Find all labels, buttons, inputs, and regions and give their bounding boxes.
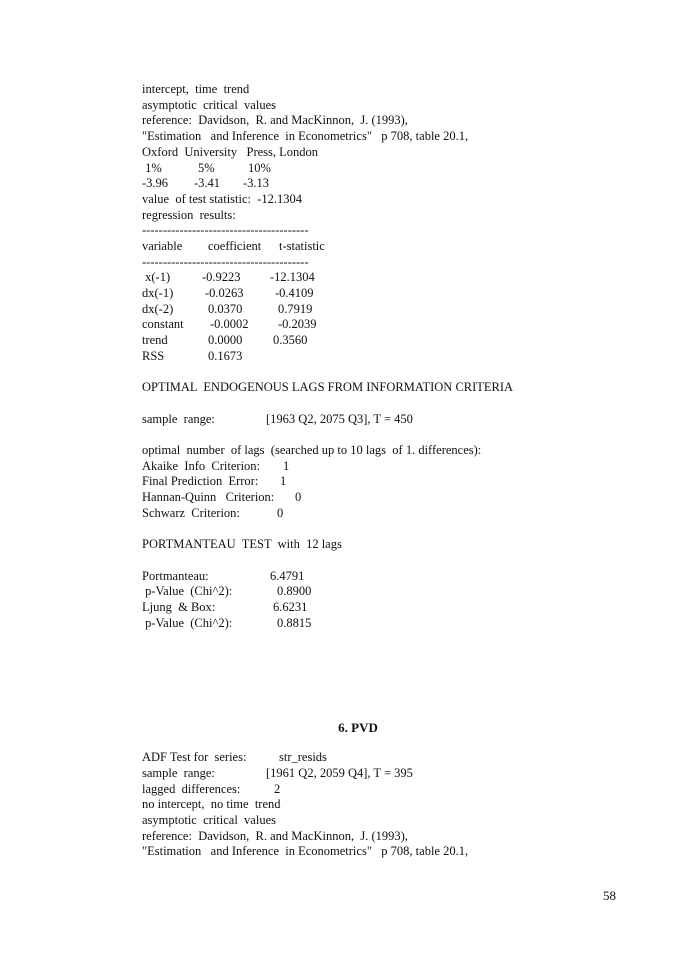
critical-values-header xyxy=(142,161,642,177)
crit-header-5: 5% xyxy=(198,160,215,175)
critical-values-row xyxy=(142,176,642,192)
text-line: reference: Davidson, R. and MacKinnon, J. (1993), xyxy=(142,113,408,128)
page-number: 58 xyxy=(603,888,616,903)
table-cell-variable: dx(-1) xyxy=(142,286,174,301)
table-cell-t-statistic: -12.1304 xyxy=(270,270,315,285)
criterion-row xyxy=(142,506,642,522)
table-cell-variable: trend xyxy=(142,333,168,348)
criterion-value: 0 xyxy=(295,490,302,505)
table-cell-variable: dx(-2) xyxy=(142,301,174,316)
criterion-label: Final Prediction Error: xyxy=(142,474,259,489)
table-cell-variable: RSS xyxy=(142,348,165,363)
portmanteau-label: p-Value (Chi^2): xyxy=(142,615,233,630)
table-cell-coefficient: -0.0263 xyxy=(205,286,244,301)
portmanteau-value: 0.8900 xyxy=(277,584,312,599)
table-cell-variable: constant xyxy=(142,317,184,332)
section-heading: 6. PVD xyxy=(338,720,378,736)
portmanteau-row xyxy=(142,600,642,616)
criterion-label: Akaike Info Criterion: xyxy=(142,458,261,473)
table-row xyxy=(142,286,642,302)
section-title-portmanteau: PORTMANTEAU TEST with 12 lags xyxy=(142,537,342,552)
text-line: value of test statistic: -12.1304 xyxy=(142,191,303,206)
table-cell-t-statistic: -0.2039 xyxy=(278,317,317,332)
text-line: reference: Davidson, R. and MacKinnon, J. (1993), xyxy=(142,828,408,843)
lagged-differences-row xyxy=(142,782,642,798)
sample-range-row xyxy=(142,412,642,428)
dash-line: ---------------------------------------- xyxy=(142,223,309,238)
criterion-row xyxy=(142,474,642,490)
lagged-differences-label: lagged differences: xyxy=(142,781,241,796)
table-cell-coefficient: -0.0002 xyxy=(210,317,249,332)
sample-range-row xyxy=(142,766,642,782)
text-line: Oxford University Press, London xyxy=(142,144,319,159)
lagged-differences-value: 2 xyxy=(274,781,281,796)
portmanteau-label: p-Value (Chi^2): xyxy=(142,584,233,599)
optimal-lags-line: optimal number of lags (searched up to 10 lags of 1. differences): xyxy=(142,442,482,457)
criterion-label: Hannan-Quinn Criterion: xyxy=(142,490,275,505)
crit-value-5: -3.41 xyxy=(194,176,221,191)
portmanteau-row xyxy=(142,569,642,585)
portmanteau-row xyxy=(142,584,642,600)
crit-header-1: 1% xyxy=(142,160,162,175)
text-line: "Estimation and Inference in Econometrics" p 708, table 20.1, xyxy=(142,129,469,144)
portmanteau-label: Ljung & Box: xyxy=(142,599,216,614)
text-line: regression results: xyxy=(142,207,236,222)
portmanteau-label: Portmanteau: xyxy=(142,568,209,583)
table-row xyxy=(142,333,642,349)
crit-value-10: -3.13 xyxy=(243,176,270,191)
dash-line: ---------------------------------------- xyxy=(142,254,309,269)
regression-table-header xyxy=(142,239,642,255)
crit-value-1: -3.96 xyxy=(142,176,169,191)
col-header-t-statistic: t-statistic xyxy=(279,239,325,253)
adf-series-row xyxy=(142,750,642,766)
criterion-label: Schwarz Criterion: xyxy=(142,505,240,520)
criterion-row xyxy=(142,459,642,475)
table-cell-coefficient: 0.1673 xyxy=(208,348,243,363)
table-cell-variable: x(-1) xyxy=(142,270,171,285)
portmanteau-value: 0.8815 xyxy=(277,615,312,630)
table-cell-t-statistic: 0.3560 xyxy=(273,333,308,348)
text-line: no intercept, no time trend xyxy=(142,797,281,812)
criterion-value: 1 xyxy=(283,458,290,473)
adf-series-label: ADF Test for series: xyxy=(142,750,247,765)
text-line: "Estimation and Inference in Econometrics" p 708, table 20.1, xyxy=(142,844,469,859)
table-cell-t-statistic: -0.4109 xyxy=(275,286,314,301)
table-cell-coefficient: 0.0370 xyxy=(208,301,243,316)
col-header-variable: variable xyxy=(142,239,183,253)
criterion-value: 1 xyxy=(280,474,287,489)
table-row xyxy=(142,349,642,365)
text-line: intercept, time trend xyxy=(142,82,250,96)
table-row xyxy=(142,270,642,286)
sample-range-value: [1963 Q2, 2075 Q3], T = 450 xyxy=(266,411,413,426)
document-body xyxy=(142,82,642,860)
criterion-row xyxy=(142,490,642,506)
sample-range-label: sample range: xyxy=(142,411,215,426)
table-cell-coefficient: -0.9223 xyxy=(202,270,241,285)
sample-range-value: [1961 Q2, 2059 Q4], T = 395 xyxy=(266,765,413,780)
sample-range-label: sample range: xyxy=(142,765,215,780)
crit-header-10: 10% xyxy=(248,160,271,175)
section-title-lags: OPTIMAL ENDOGENOUS LAGS FROM INFORMATION CRITERIA xyxy=(142,380,514,395)
text-line: asymptotic critical values xyxy=(142,97,276,112)
col-header-coefficient: coefficient xyxy=(208,239,262,253)
adf-series-value: str_resids xyxy=(279,750,327,765)
table-row xyxy=(142,317,642,333)
portmanteau-row xyxy=(142,616,642,632)
table-cell-coefficient: 0.0000 xyxy=(208,333,243,348)
text-line: asymptotic critical values xyxy=(142,813,276,828)
table-row xyxy=(142,302,642,318)
portmanteau-value: 6.6231 xyxy=(273,599,308,614)
table-cell-t-statistic: 0.7919 xyxy=(278,301,313,316)
criterion-value: 0 xyxy=(277,505,284,520)
portmanteau-value: 6.4791 xyxy=(270,568,305,583)
